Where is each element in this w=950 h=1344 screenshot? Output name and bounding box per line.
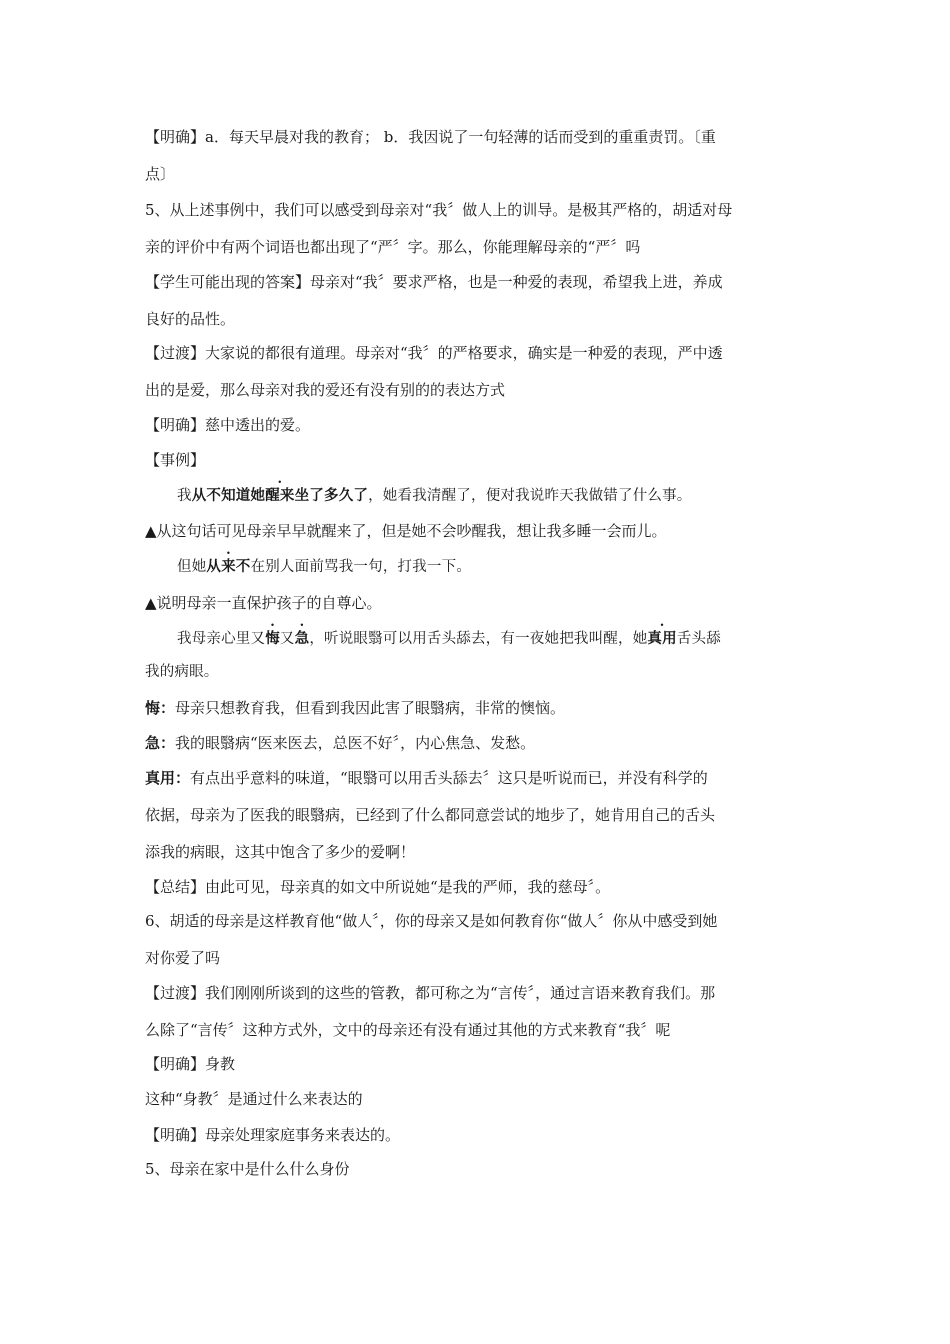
quote-text: 又 — [279, 631, 295, 647]
quote-text: 在别人面前骂我一句，打我一下。 — [250, 559, 472, 575]
term-label: 急： — [145, 734, 176, 752]
term-label: 真用： — [145, 769, 191, 787]
quote-line — [177, 629, 810, 649]
text-line: 【事例】 — [145, 451, 206, 469]
text-line: 【明确】身教 — [145, 1055, 236, 1073]
quote-line — [177, 557, 810, 577]
text-line: ▲从这句话可见母亲早早就醒来了，但是她不会吵醒我，想让我多睡一会而儿。 — [145, 522, 667, 540]
text-line: 良好的品性。 — [145, 310, 236, 328]
text-line: 【明确】母亲处理家庭事务来表达的。 — [145, 1126, 401, 1144]
emphasized-text: 急 — [294, 630, 310, 647]
text-line — [145, 768, 810, 788]
text-line: 【过渡】我们刚刚所谈到的这些的管教，都可称之为“言传〞，通过言语来教育我们。那 — [145, 984, 716, 1002]
quote-text: 我母亲心里又 — [177, 631, 266, 647]
quote-text: ，听说眼翳可以用舌头舔去，有一夜她把我叫醒，她 — [309, 631, 648, 647]
emphasized-text: 真用 — [647, 630, 677, 647]
text-line: 这种“身教〞是通过什么来表达的 — [145, 1090, 363, 1108]
emphasized-text: . 从不知道她醒来坐了多久了 — [192, 487, 368, 504]
term-text: 我的眼翳病“医来医去，总医不好〞，内心焦急、发愁。 — [175, 734, 536, 752]
emphasized-text: 悔 — [265, 630, 280, 647]
text-line: 添我的病眼，这其中饱含了多少的爱啊！ — [145, 843, 416, 861]
term-text: 有点出乎意料的味道，“眼翳可以用舌头舔去〞这只是听说而已，并没有科学的 — [190, 769, 708, 787]
text-line: 么除了“言传〞这种方式外，文中的母亲还有没有通过其他的方式来教育“我〞呢 — [145, 1021, 671, 1039]
text-line: 【明确】慈中透出的爱。 — [145, 416, 311, 434]
text-line: 【总结】由此可见，母亲真的如文中所说她“是我的严师，我的慈母〞。 — [145, 878, 611, 896]
quote-text: 舌头舔 — [676, 631, 721, 647]
text-line — [145, 698, 810, 718]
text-line: 5、母亲在家中是什么什么身份 — [145, 1160, 350, 1178]
quote-line: 我的病眼。 — [145, 664, 219, 680]
term-label: 悔： — [145, 699, 176, 717]
text-line: 亲的评价中有两个词语也都出现了“严〞字。那么，你能理解母亲的“严〞吗 — [145, 238, 641, 256]
text-line — [145, 733, 810, 753]
emphasized-text: 从来不 — [206, 558, 251, 575]
text-line: 【学生可能出现的答案】母亲对“我〞要求严格，也是一种爱的表现，希望我上进，养成 — [145, 273, 723, 291]
quote-text: ，她看我清醒了，便对我说昨天我做错了什么事。 — [368, 488, 692, 504]
text-line: 【过渡】大家说的都很有道理。母亲对“我〞的严格要求，确实是一种爱的表现，严中透 — [145, 344, 723, 362]
text-line: 对你爱了吗 — [145, 949, 221, 967]
quote-line — [177, 486, 810, 506]
text-line: 5、从上述事例中，我们可以感受到母亲对“我〞做人上的训导。是极其严格的，胡适对母 — [145, 201, 733, 219]
text-line: 6、胡适的母亲是这样教育他“做人〞，你的母亲又是如何教育你“做人〞你从中感受到她 — [145, 912, 718, 930]
text-line: 依据，母亲为了医我的眼翳病，已经到了什么都同意尝试的地步了，她肯用自己的舌头 — [145, 806, 716, 824]
text-line: 出的是爱，那么母亲对我的爱还有没有别的的表达方式 — [145, 381, 506, 399]
quote-text: 但她 — [177, 559, 207, 575]
text-line: 【明确】a．每天早晨对我的教育； b．我因说了一句轻薄的话而受到的重重责罚。〔重 — [145, 128, 716, 146]
text-line: ▲说明母亲一直保护孩子的自尊心。 — [145, 594, 382, 612]
text-line: 点〕 — [145, 165, 176, 183]
quote-text: 我 — [177, 488, 192, 504]
term-text: 母亲只想教育我，但看到我因此害了眼翳病，非常的懊恼。 — [175, 699, 566, 717]
